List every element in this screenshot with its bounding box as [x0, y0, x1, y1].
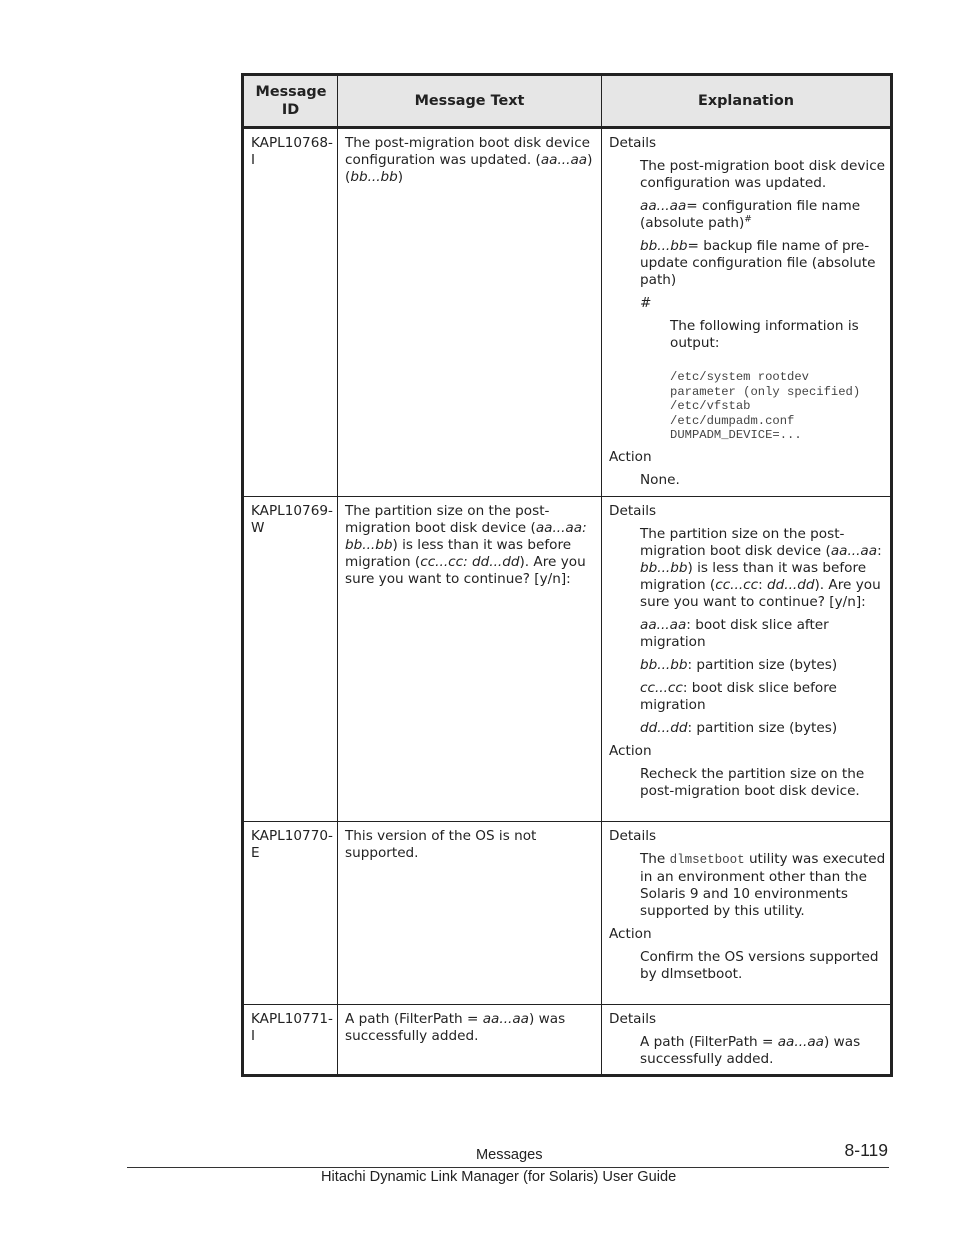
footer-section: Messages	[476, 1147, 543, 1163]
action-label: Action	[609, 448, 652, 465]
footer-guide-title: Hitachi Dynamic Link Manager (for Solaris) User Guide	[321, 1169, 677, 1185]
message-id: KAPL10770-E	[243, 822, 338, 1005]
message-id: KAPL10771-I	[243, 1005, 338, 1076]
details-var-aa: aa...aa: boot disk slice after migration	[640, 617, 829, 650]
explanation	[602, 497, 892, 822]
message-table	[241, 73, 893, 1077]
table-row	[243, 128, 892, 497]
explanation	[602, 128, 892, 497]
action-label: Action	[609, 926, 652, 942]
message-text: The partition size on the post-migration boot disk device (aa...aa: bb...bb) is less than it was before migration (cc...cc: dd...dd). Are you sure you want to continue? [y/n]:	[338, 497, 602, 822]
explanation	[602, 822, 892, 1005]
details-text: The partition size on the post-migration boot disk device (aa...aa: bb...bb) is less than it was before migration (cc...cc: dd...dd). Are you sure you want to continue? [y/n]:	[640, 526, 882, 610]
page-number: 8-119	[844, 1140, 888, 1160]
action-text: Recheck the partition size on the post-migration boot disk device.	[640, 766, 865, 799]
footnote-mark: #	[640, 295, 652, 311]
footer-divider	[127, 1167, 889, 1168]
action-label: Action	[609, 743, 652, 759]
footnote-text: The following information is output:	[670, 318, 859, 351]
explanation	[602, 1005, 892, 1076]
message-text: A path (FilterPath = aa...aa) was successfully added.	[338, 1005, 602, 1076]
details-label: Details	[609, 828, 657, 844]
details-var-bb: bb...bb: partition size (bytes)	[640, 657, 838, 673]
details-var-dd: dd...dd: partition size (bytes)	[640, 720, 838, 736]
message-text: The post-migration boot disk device configuration was updated. (aa...aa) (bb...bb)	[338, 128, 602, 497]
action-text: Confirm the OS versions supported by dlmsetboot.	[640, 949, 879, 982]
message-text: This version of the OS is not supported.	[338, 822, 602, 1005]
details-text: A path (FilterPath = aa...aa) was successfully added.	[640, 1034, 861, 1067]
details-var-cc: cc...cc: boot disk slice before migration	[640, 680, 837, 713]
table-row	[243, 822, 892, 1005]
details-text: The dlmsetboot utility was executed in an environment other than the Solaris 9 and 10 environments supported by this utility.	[640, 851, 886, 919]
table-row	[243, 1005, 892, 1076]
details-label: Details	[609, 1011, 657, 1027]
table-row	[243, 497, 892, 822]
header-explanation: Explanation	[602, 75, 892, 128]
message-id: KAPL10768-I	[243, 128, 338, 497]
details-label: Details	[609, 135, 657, 151]
header-message-text: Message Text	[338, 75, 602, 128]
details-var-aa: aa...aa= configuration file name (absolute path)#	[640, 198, 861, 231]
message-id: KAPL10769-W	[243, 497, 338, 822]
header-message-id: Message ID	[243, 75, 338, 128]
details-label: Details	[609, 503, 657, 519]
code-block: /etc/system rootdev parameter (only specified) /etc/vfstab /etc/dumpadm.conf DUMPADM_DEVICE=...	[670, 370, 861, 443]
details-var-bb: bb...bb= backup file name of pre-update configuration file (absolute path)	[640, 238, 876, 288]
action-text: None.	[640, 471, 680, 488]
details-text: The post-migration boot disk device configuration was updated.	[640, 158, 886, 191]
table-header-row	[243, 75, 892, 128]
